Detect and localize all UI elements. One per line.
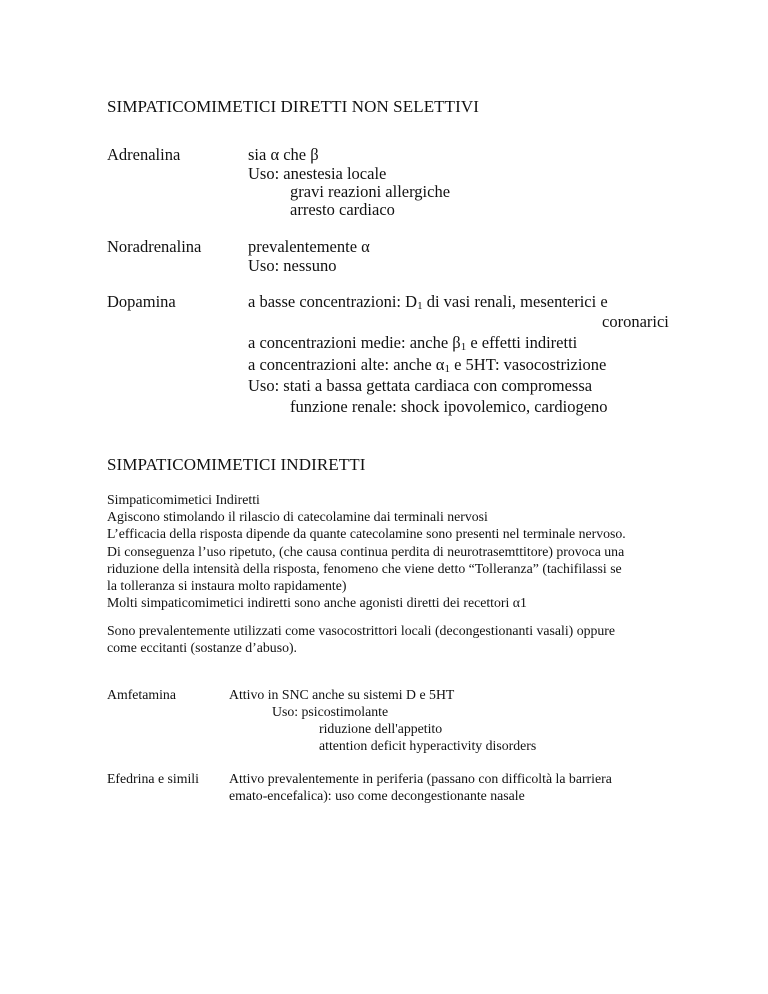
dopamina-line-3: a concentrazioni medie: anche $\beta_1$ e effetti indiretti [248,333,578,353]
dopamina-line-2: coronarici [602,312,669,331]
noradrenalina-line-1: prevalentemente α [248,237,370,256]
efedrina-line-2: emato-encefalica): uso come decongestionante nasale [229,788,525,803]
drug-name-noradrenalina: Noradrenalina [107,237,202,256]
adrenalina-line-4: arresto cardiaco [290,200,395,219]
dopamina-line-6: funzione renale: shock ipovolemico, cardiogeno [290,397,608,416]
intro-line-2: Agiscono stimolando il rilascio di catecolamine dai terminali nervosi [107,509,488,525]
amfetamina-line-3: riduzione dell'appetito [319,721,443,736]
efedrina-line-1: Attivo prevalentemente in periferia (passano con difficoltà la barriera [229,771,612,786]
usage-paragraph [107,622,615,656]
section-title-diretti: SIMPATICOMIMETICI DIRETTI NON SELETTIVI [107,97,480,116]
dopamina-line-4: a concentrazioni alte: anche $\alpha_1$ e 5HT: vasocostrizione [248,355,607,375]
intro-line-1: Simpaticomimetici Indiretti [107,492,260,507]
drug-name-dopamina: Dopamina [107,292,176,311]
intro-line-7: Molti simpaticomimetici indiretti sono anche agonisti diretti dei recettori α1 [107,595,527,611]
dopamina-line-5: Uso: stati a bassa gettata cardiaca con compromessa [248,376,593,395]
section-title-indiretti: SIMPATICOMIMETICI INDIRETTI [107,455,366,474]
amfetamina-line-2: Uso: psicostimolante [272,704,389,719]
adrenalina-line-2: Uso: anestesia locale [248,164,387,183]
amfetamina-line-1: Attivo in SNC anche su sistemi D e 5HT [229,687,455,702]
drug-name-adrenalina: Adrenalina [107,145,181,164]
intro-paragraph [107,491,626,611]
drug-name-efedrina: Efedrina e simili [107,771,199,786]
adrenalina-line-3: gravi reazioni allergiche [290,182,451,201]
intro-line-6: la tolleranza si instaura molto rapidamente) [107,577,347,593]
usage-line-1: Sono prevalentemente utilizzati come vasocostrittori locali (decongestionanti vasali) oppure [107,623,616,638]
drug-name-amfetamina: Amfetamina [107,687,176,702]
intro-line-5: riduzione della intensità della risposta, fenomeno che viene detto “Tolleranza” (tachifilassi se [107,560,622,576]
noradrenalina-line-2: Uso: nessuno [248,256,337,275]
adrenalina-line-1: sia α che β [248,145,319,164]
dopamina-line-1: a basse concentrazioni: $D_1$ di vasi renali, mesenterici e [248,292,608,312]
intro-line-3: L’efficacia della risposta dipende da quante catecolamine sono presenti nel terminale nervoso. [107,526,626,542]
amfetamina-line-4: attention deficit hyperactivity disorders [319,738,537,753]
usage-line-2: come eccitanti (sostanze d’abuso). [107,640,298,656]
intro-line-4: Di conseguenza l’uso ripetuto, (che causa continua perdita di neurotrasemttitore) provoca una [107,543,625,559]
